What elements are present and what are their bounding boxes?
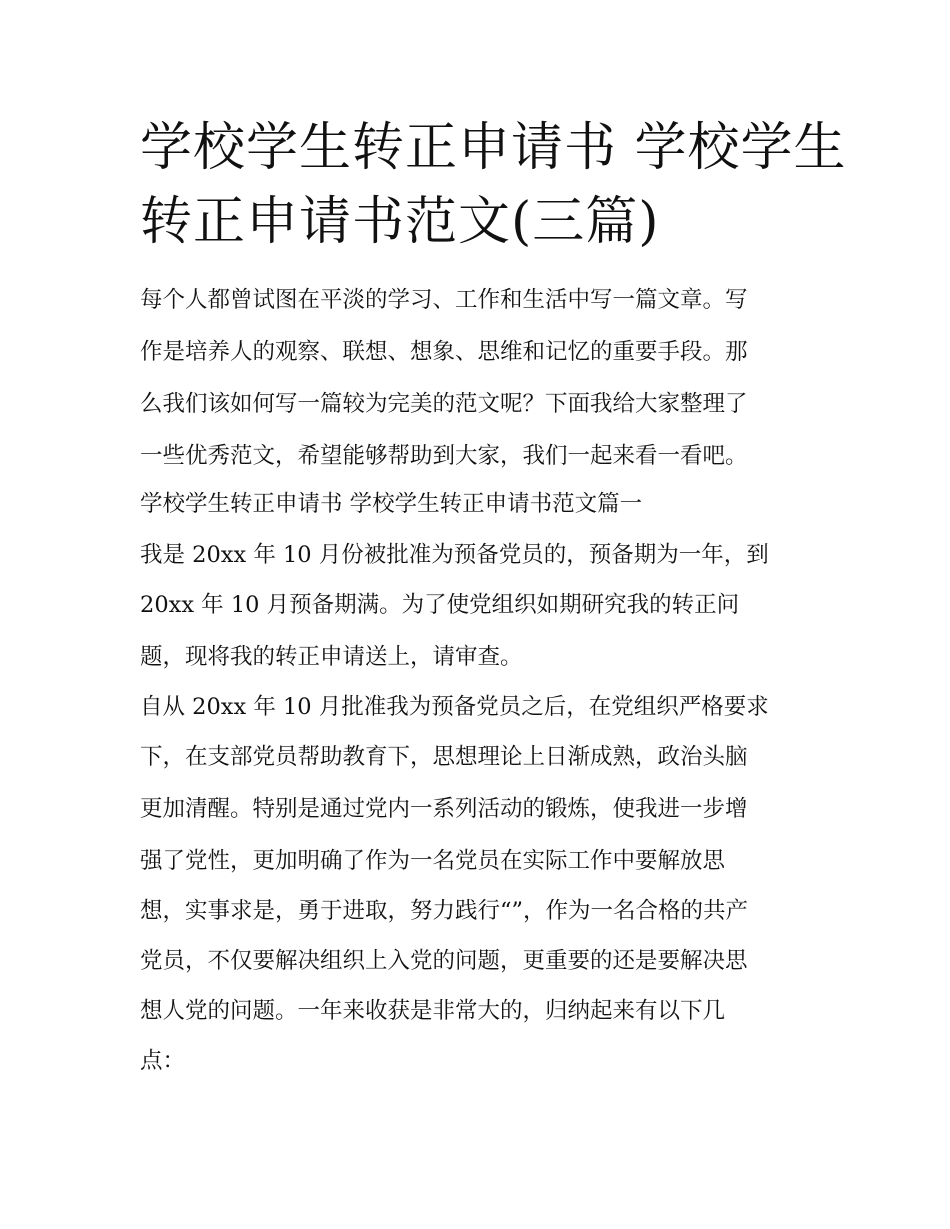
body-line: 作是培养人的观察、联想、想象、思维和记忆的重要手段。那	[140, 339, 748, 365]
body-line: 下，在支部党员帮助教育下，思想理论上日渐成熟，政治头脑	[140, 744, 748, 770]
body-line: 么我们该如何写一篇较为完美的范文呢？下面我给大家整理了	[140, 391, 748, 417]
body-line: 自从 20xx 年 10 月批准我为预备党员之后，在党组织严格要求	[140, 694, 769, 720]
body-line: 更加清醒。特别是通过党内一系列活动的锻炼，使我进一步增	[140, 796, 748, 822]
body-line: 想人党的问题。一年来收获是非常大的，归纳起来有以下几	[140, 998, 726, 1024]
body-line: 题，现将我的转正申请送上，请审查。	[140, 644, 523, 670]
body-line: 每个人都曾试图在平淡的学习、工作和生活中写一篇文章。写	[140, 287, 748, 313]
body-line: 党员，不仅要解决组织上入党的问题，更重要的还是要解决思	[140, 948, 748, 974]
section-heading: 学校学生转正申请书 学校学生转正申请书范文篇一	[140, 491, 643, 517]
document-title-line-1: 学校学生转正申请书 学校学生	[140, 118, 847, 178]
document-title-line-2: 转正申请书范文(三篇)	[140, 192, 660, 252]
body-line: 想，实事求是，勇于进取，努力践行“”，作为一名合格的共产	[140, 898, 749, 924]
body-line: 强了党性，更加明确了作为一名党员在实际工作中要解放思	[140, 848, 726, 874]
body-line: 20xx 年 10 月预备期满。为了使党组织如期研究我的转正问	[140, 592, 740, 618]
body-line: 我是 20xx 年 10 月份被批准为预备党员的，预备期为一年，到	[140, 542, 769, 568]
body-line: 一些优秀范文，希望能够帮助到大家，我们一起来看一看吧。	[140, 443, 748, 469]
body-line: 点：	[140, 1048, 186, 1074]
